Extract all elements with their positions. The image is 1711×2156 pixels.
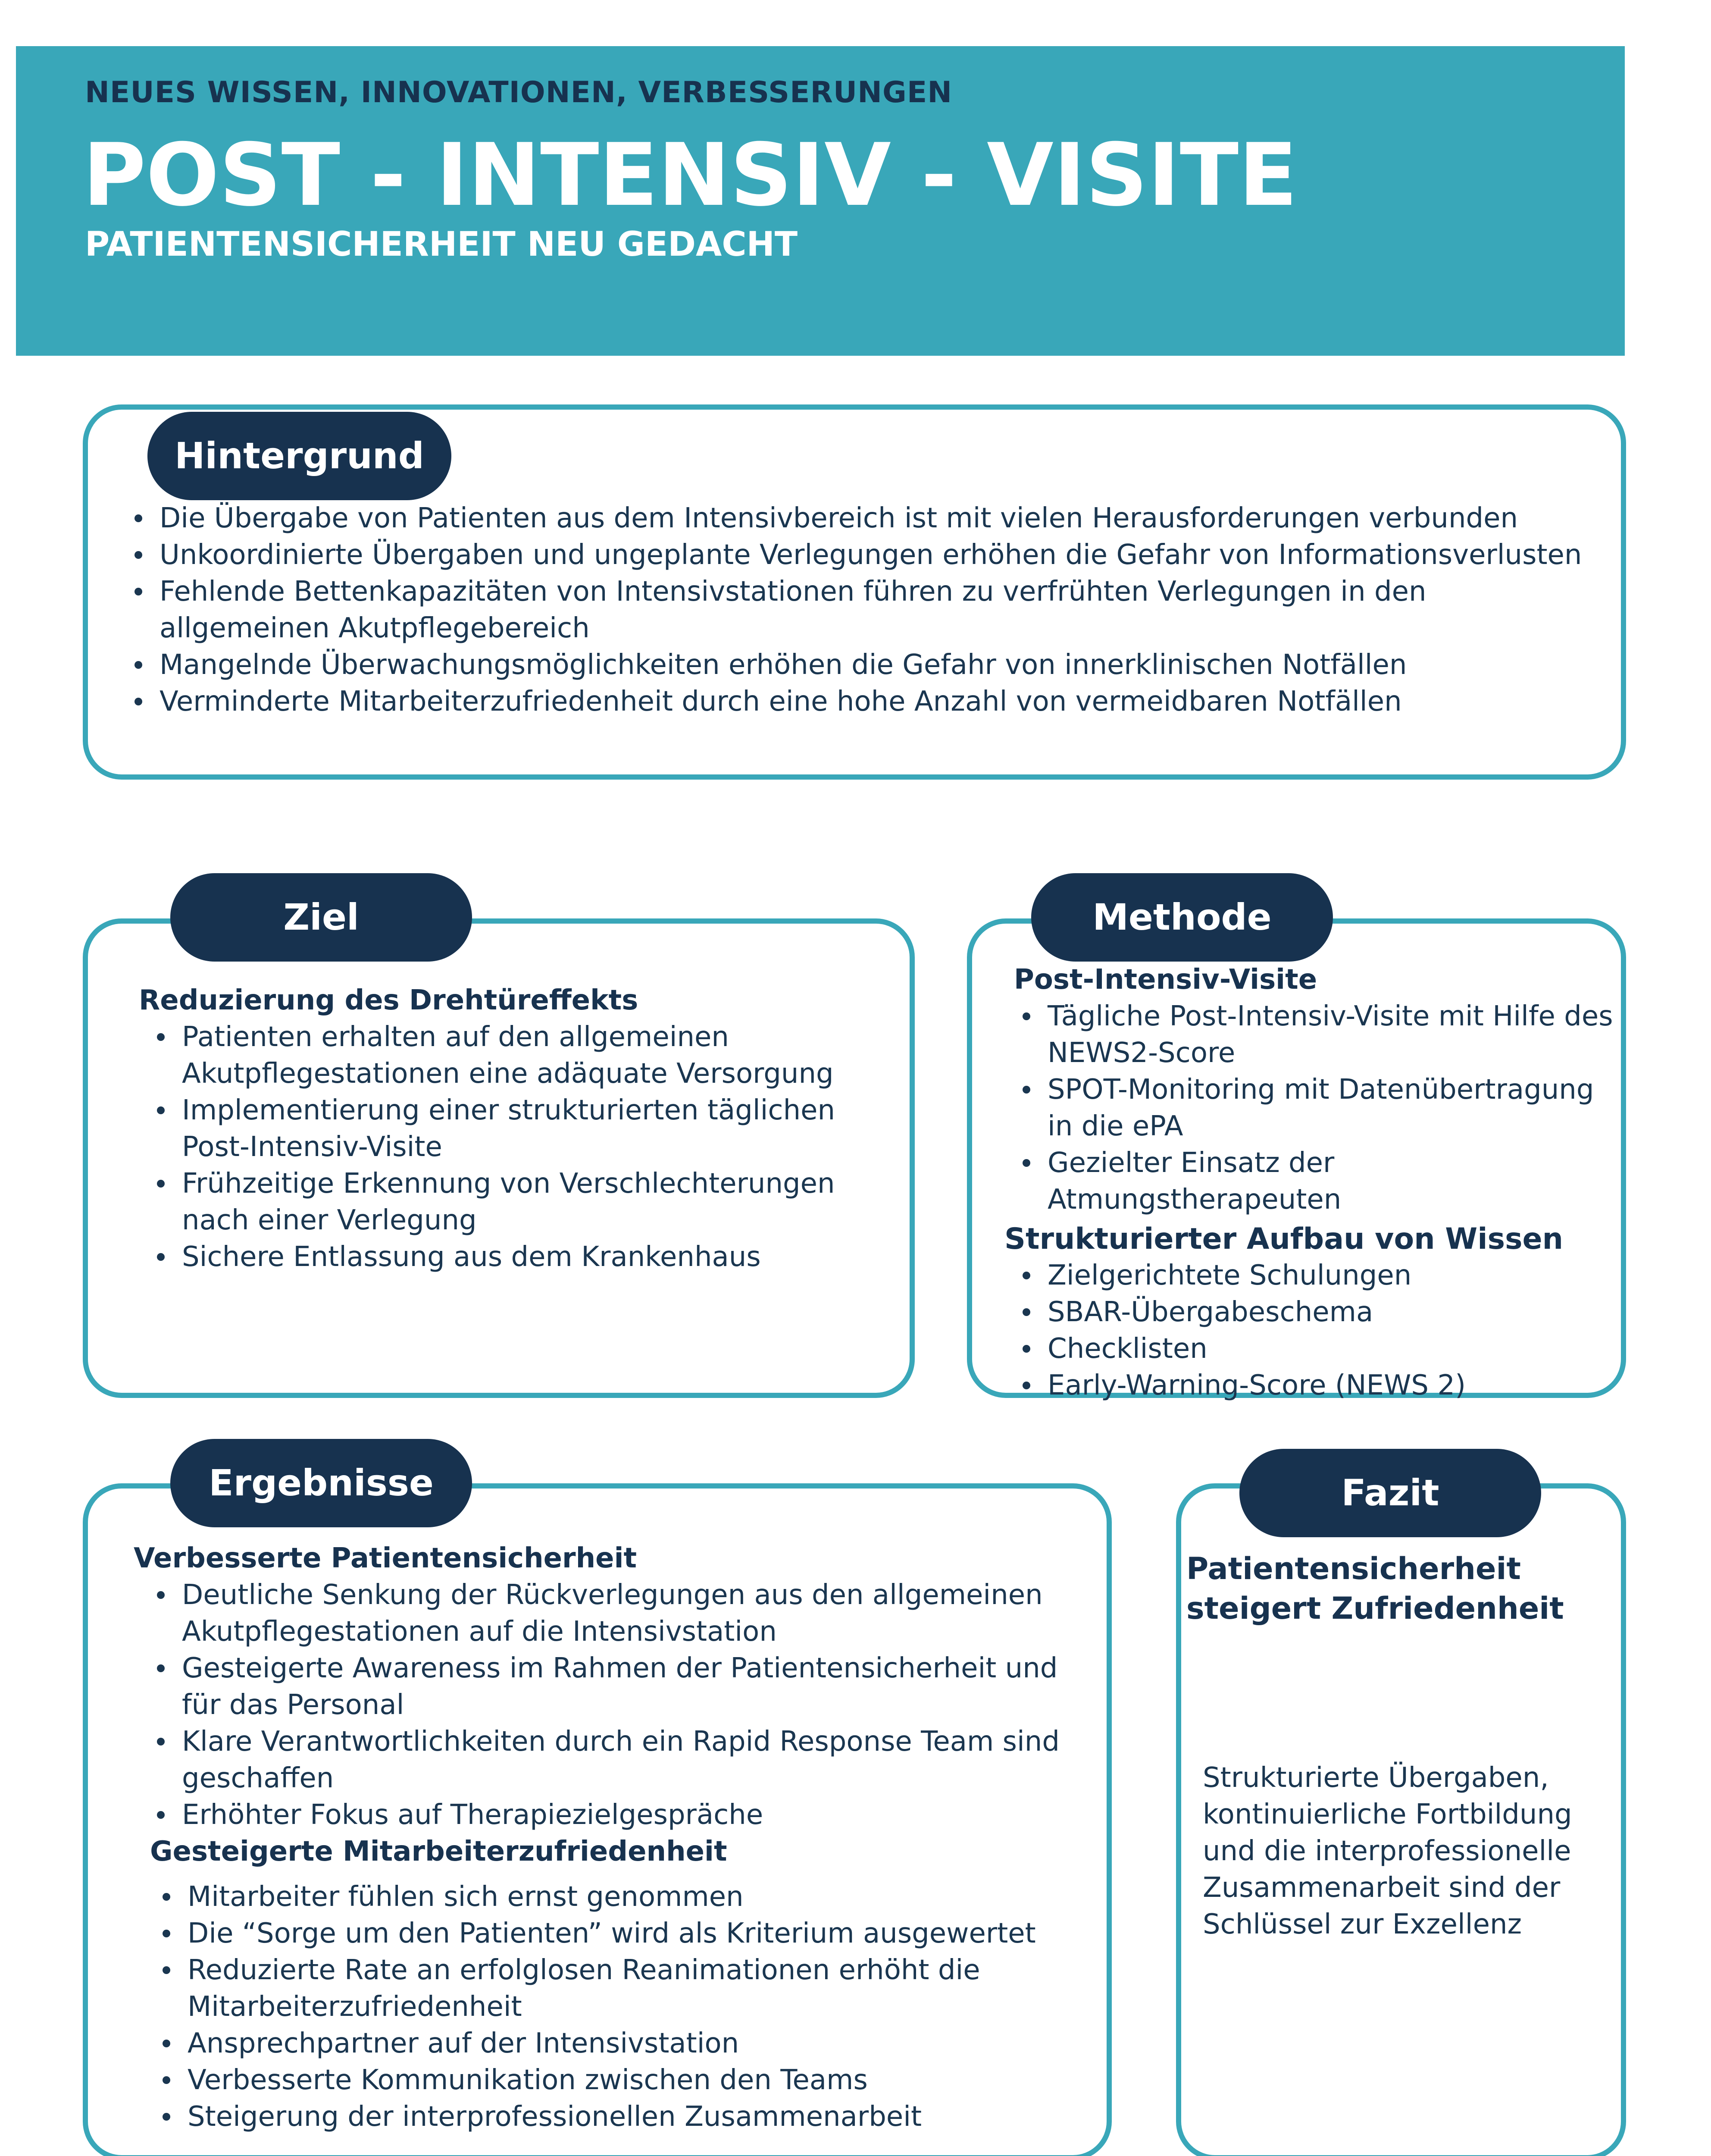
list-item: Frühzeitige Erkennung von Verschlechterungen nach einer Verlegung: [182, 1166, 898, 1239]
list-item: Fehlende Bettenkapazitäten von Intensivstationen führen zu verfrühten Verlegungen in den allgemeinen Akutpflegebereich: [160, 573, 1582, 647]
list-item: SPOT-Monitoring mit Datenübertragung in die ePA: [1048, 1072, 1625, 1145]
list-item: Gesteigerte Awareness im Rahmen der Patientensicherheit und für das Personal: [182, 1650, 1099, 1724]
list-item: Die “Sorge um den Patienten” wird als Kriterium ausgewertet: [188, 1915, 1099, 1952]
fazit-subhead: Patientensicherheit steigert Zufriedenheit: [1186, 1551, 1564, 1626]
methode-subhead-1: Post-Intensiv-Visite: [1014, 964, 1317, 996]
page-subtitle: PATIENTENSICHERHEIT NEU GEDACHT: [85, 225, 798, 264]
methode-content: [1004, 962, 1625, 1404]
list-item: Checklisten: [1048, 1331, 1625, 1367]
list-item: Die Übergabe von Patienten aus dem Intensivbereich ist mit vielen Herausforderungen verbunden: [160, 500, 1582, 537]
fazit-label: Fazit: [1239, 1449, 1541, 1537]
list-item: Gezielter Einsatz der Atmungstherapeuten: [1048, 1145, 1625, 1218]
list-item: SBAR-Übergabeschema: [1048, 1294, 1625, 1331]
methode-subhead-2: Strukturierter Aufbau von Wissen: [1004, 1222, 1564, 1256]
ergebnisse-list-2: [134, 1879, 1099, 2135]
list-item: Ansprechpartner auf der Intensivstation: [188, 2025, 1099, 2062]
list-item: Mangelnde Überwachungsmöglichkeiten erhöhen die Gefahr von innerklinischen Notfällen: [160, 647, 1582, 683]
ziel-content: [139, 982, 898, 1275]
methode-label: Methode: [1031, 873, 1333, 962]
hintergrund-label: Hintergrund: [147, 412, 451, 500]
list-item: Implementierung einer strukturierten täglichen Post-Intensiv-Visite: [182, 1092, 898, 1166]
hintergrund-list: [116, 500, 1582, 720]
methode-list-2: [1004, 1257, 1625, 1404]
list-item: Verminderte Mitarbeiterzufriedenheit durch eine hohe Anzahl von vermeidbaren Notfällen: [160, 683, 1582, 720]
list-item: Patienten erhalten auf den allgemeinen Akutpflegestationen eine adäquate Versorgung: [182, 1019, 898, 1092]
fazit-text: Strukturierte Übergaben, kontinuierliche Fortbildung und die interprofessionelle Zusammenarbeit sind der Schlüssel zur Exzellenz: [1203, 1762, 1572, 1940]
ziel-subhead: Reduzierung des Drehtüreffekts: [139, 984, 638, 1016]
list-item: Early-Warning-Score (NEWS 2): [1048, 1367, 1625, 1404]
list-item: Mitarbeiter fühlen sich ernst genommen: [188, 1879, 1099, 1915]
hintergrund-content: [116, 500, 1582, 720]
ergebnisse-subhead-2: Gesteigerte Mitarbeiterzufriedenheit: [150, 1836, 727, 1868]
list-item: Unkoordinierte Übergaben und ungeplante Verlegungen erhöhen die Gefahr von Informationsverlusten: [160, 537, 1582, 573]
ziel-label: Ziel: [170, 873, 472, 962]
header-banner: [16, 46, 1625, 356]
list-item: Erhöhter Fokus auf Therapiezielgespräche: [182, 1797, 1099, 1833]
list-item: Deutliche Senkung der Rückverlegungen aus den allgemeinen Akutpflegestationen auf die Intensivstation: [182, 1577, 1099, 1650]
header-kicker: NEUES WISSEN, INNOVATIONEN, VERBESSERUNGEN: [85, 75, 953, 110]
ziel-list: [139, 1019, 898, 1275]
page-title: POST - INTENSIV - VISITE: [83, 125, 1298, 226]
list-item: Steigerung der interprofessionellen Zusammenarbeit: [188, 2099, 1099, 2135]
methode-list-1: [1004, 998, 1625, 1218]
ergebnisse-subhead-1: Verbesserte Patientensicherheit: [134, 1542, 637, 1574]
ergebnisse-list-1: [134, 1577, 1099, 1833]
list-item: Tägliche Post-Intensiv-Visite mit Hilfe des NEWS2-Score: [1048, 998, 1625, 1072]
ergebnisse-label: Ergebnisse: [170, 1439, 472, 1527]
list-item: Zielgerichtete Schulungen: [1048, 1257, 1625, 1294]
fazit-content: [1186, 1549, 1617, 1943]
list-item: Sichere Entlassung aus dem Krankenhaus: [182, 1239, 898, 1275]
list-item: Reduzierte Rate an erfolglosen Reanimationen erhöht die Mitarbeiterzufriedenheit: [188, 1952, 1099, 2025]
ergebnisse-content: [134, 1540, 1099, 2135]
list-item: Klare Verantwortlichkeiten durch ein Rapid Response Team sind geschaffen: [182, 1724, 1099, 1797]
list-item: Verbesserte Kommunikation zwischen den Teams: [188, 2062, 1099, 2099]
